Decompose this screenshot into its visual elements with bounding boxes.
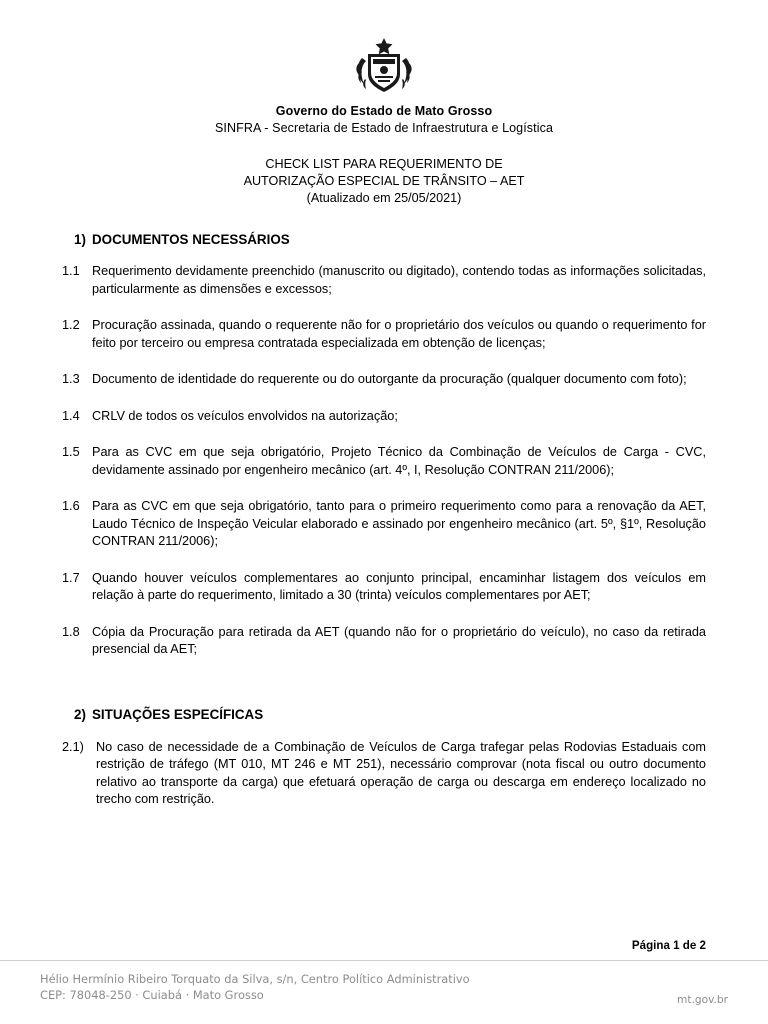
section-title-2: SITUAÇÕES ESPECÍFICAS [92,706,264,722]
title-line-1: CHECK LIST PARA REQUERIMENTO DE [265,157,503,171]
item-number: 1.2 [62,318,80,332]
title-update-date: (Atualizado em 25/05/2021) [306,191,462,205]
item-text: Para as CVC em que seja obrigatório, Projeto Técnico da Combinação de Veículos de Carga - CVC, devidamente assinado por engenheiro mecânico (art. 4º, I, Resolução CONTRAN 211/2006); [92,445,706,477]
department-title: SINFRA - Secretaria de Estado de Infraestrutura e Logística [214,121,553,135]
list-item [62,317,706,352]
list-item [62,408,706,426]
item-number: 1.4 [62,408,80,423]
footer-address [40,971,470,1003]
section-heading-1 [62,232,706,247]
list-item [62,624,706,659]
title-line-2: AUTORIZAÇÃO ESPECIAL DE TRÂNSITO – AET [243,174,525,188]
item-number: 1.3 [62,372,80,386]
item-text: Requerimento devidamente preenchido (manuscrito ou digitado), contendo todas as informações solicitadas, particularmente as dimensões e excessos; [92,264,706,296]
coat-of-arms-icon [348,36,420,96]
item-number: 1.6 [62,499,80,513]
item-text: No caso de necessidade de a Combinação de Veículos de Carga trafegar pelas Rodovias Estaduais com restrição de tráfego (MT 010, MT 246 e MT 251), necessário comprovar (nota fiscal ou outro documento relativo ao transporte da carga) que efetuará operação de carga ou descarga em endereço localizado no trecho com restrição. [96,739,706,806]
crest-container [62,34,706,96]
section-heading-2 [62,707,706,722]
item-text: CRLV de todos os veículos envolvidos na autorização; [92,408,398,423]
section-title-1: DOCUMENTOS NECESSÁRIOS [92,232,290,247]
item-number: 1.5 [62,445,80,459]
section-number-1: 1) [74,232,86,247]
document-title [62,156,706,207]
list-item [62,570,706,605]
item-text: Para as CVC em que seja obrigatório, tanto para o primeiro requerimento como para a renovação da AET, Laudo Técnico de Inspeção Veicular elaborado e assinado por engenheiro mecânico (art. 5º, §1º, Resolução CONTRAN 211/2006); [92,499,706,548]
item-text: Cópia da Procuração para retirada da AET (quando não for o proprietário do veículo), no caso da retirada presencial da AET; [92,624,706,656]
footer-website: mt.gov.br [677,994,728,1006]
item-number: 1.7 [62,570,80,585]
item-text: Documento de identidade do requerente ou do outorgante da procuração (qualquer documento com foto); [92,372,687,386]
item-number: 2.1) [62,739,84,754]
list-item [62,739,706,809]
item-text: Quando houver veículos complementares ao conjunto principal, encaminhar listagem dos veículos em relação à parte do requerimento, limitado a 30 (trinta) veículos complementares por AET; [92,570,706,602]
section-number-2: 2) [74,706,86,722]
list-item [62,444,706,479]
item-number: 1.8 [62,624,80,639]
page-footer [0,960,768,1024]
footer-address-line-2: CEP: 78048-250 · Cuiabá · Mato Grosso [40,988,264,1002]
list-item [62,371,706,389]
footer-address-line-1: Hélio Hermínio Ribeiro Torquato da Silva, s/n, Centro Político Administrativo [40,972,470,986]
list-item [62,498,706,551]
item-text: Procuração assinada, quando o requerente não for o proprietário dos veículos ou quando o requerimento for feito por terceiro ou empresa contratada especializada em obtenção de licenças; [92,318,706,350]
government-title: Governo do Estado de Mato Grosso [275,104,493,118]
page-number: Página 1 de 2 [631,939,706,952]
list-item [62,263,706,298]
item-number: 1.1 [62,264,80,278]
